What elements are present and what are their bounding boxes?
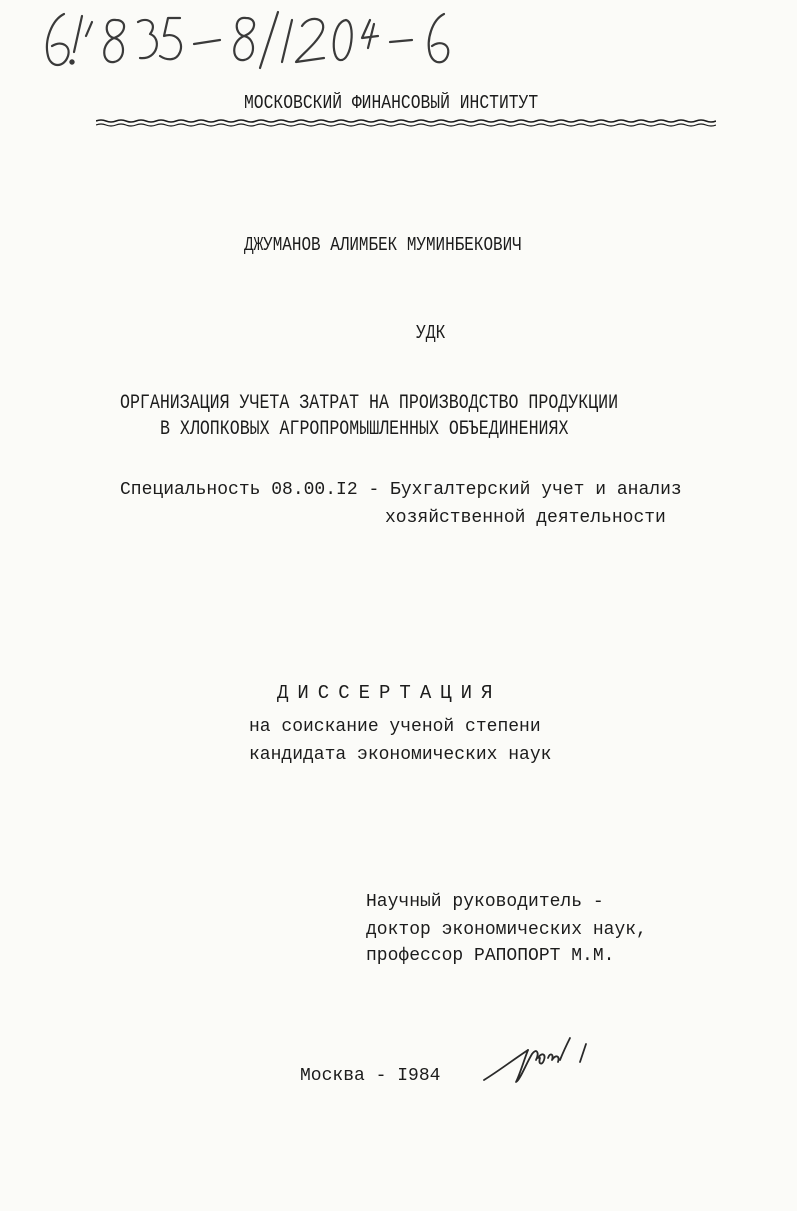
degree-line-2: кандидата экономических наук: [249, 745, 552, 765]
supervisor-line-2: доктор экономических наук,: [366, 920, 647, 940]
handwritten-archive-note: [34, 2, 474, 80]
specialty-line-2: хозяйственной деятельности: [385, 508, 666, 528]
header-divider: [96, 118, 716, 128]
handwritten-signature: [480, 1030, 620, 1090]
supervisor-line-1: Научный руководитель -: [366, 892, 604, 912]
work-type-heading: ДИССЕРТАЦИЯ: [277, 682, 502, 704]
dissertation-title-line-2: В ХЛОПКОВЫХ АГРОПРОМЫШЛЕННЫХ ОБЪЕДИНЕНИЯХ: [160, 418, 569, 441]
udk-label: УДК: [416, 322, 446, 344]
place-and-year: Москва - I984: [300, 1066, 441, 1086]
institute-name: МОСКОВСКИЙ ФИНАНСОВЫЙ ИНСТИТУТ: [244, 92, 539, 114]
degree-line-1: на соискание ученой степени: [249, 717, 541, 737]
author-name: ДЖУМАНОВ АЛИМБЕК МУМИНБЕКОВИЧ: [244, 234, 522, 256]
dissertation-title-line-1: ОРГАНИЗАЦИЯ УЧЕТА ЗАТРАТ НА ПРОИЗВОДСТВО ПРОДУКЦИИ: [120, 392, 619, 415]
supervisor-line-3: профессор РАПОПОРТ М.М.: [366, 946, 615, 966]
specialty-line-1: Специальность 08.00.I2 - Бухгалтерский учет и анализ: [120, 480, 682, 500]
